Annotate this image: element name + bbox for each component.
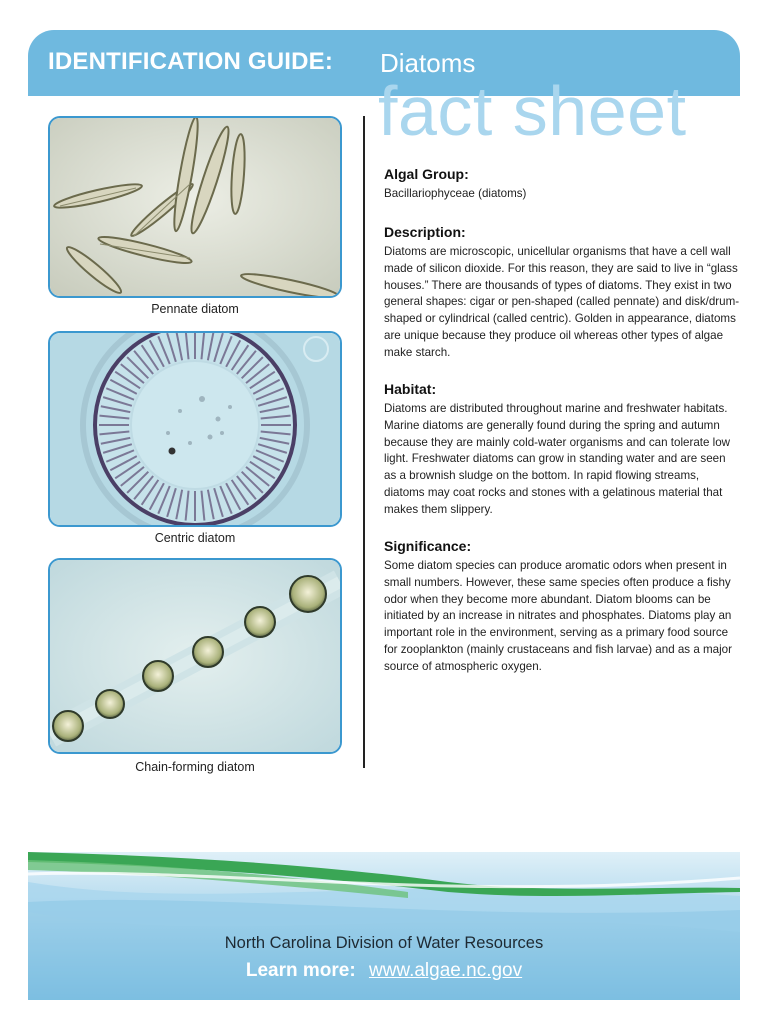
centric-caption: Centric diatom	[154, 531, 236, 545]
algal-group-section	[384, 166, 740, 203]
description-heading: Description:	[384, 224, 466, 240]
column-divider	[363, 116, 365, 768]
significance-text: Some diatom species can produce aromatic odors when present in small numbers. However, these same species often produce a fishy odor when they become more abundant. Diatom blooms can be initiated by an increase in nitrates and phosphates. Diatoms play an important role in the environment, serving as a primary food source for zooplankton (mainly crustaceans and fish larvae) and as a major source of atmospheric oxygen.	[384, 559, 732, 673]
centric-diatom-photo	[48, 331, 342, 527]
description-section	[384, 224, 740, 362]
header-title: Diatoms	[380, 48, 476, 78]
habitat-text: Diatoms are distributed throughout marine and freshwater habitats. Marine diatoms are generally found during the spring and autumn because they are mainly cold-water organisms and can tolerate low light. Freshwater diatoms can grow in standing water and are seen as a brownish sludge on the bottom. In rapid flowing streams, diatoms may coat rocks and stones with a gelatinous material that makes them slippery.	[384, 402, 731, 516]
habitat-section	[384, 381, 740, 519]
pennate-diatom-photo	[48, 116, 342, 298]
website-link[interactable]: www.algae.nc.gov	[368, 960, 523, 981]
header-label: IDENTIFICATION GUIDE:	[48, 48, 334, 75]
footer-banner	[28, 852, 740, 1000]
significance-section	[384, 538, 740, 676]
algal-group-heading: Algal Group:	[384, 166, 469, 182]
habitat-heading: Habitat:	[384, 381, 437, 397]
algal-group-text: Bacillariophyceae (diatoms)	[384, 187, 527, 200]
chain-caption: Chain-forming diatom	[135, 760, 255, 774]
chain-diatom-photo	[48, 558, 342, 754]
footer-organization: North Carolina Division of Water Resources	[224, 934, 544, 952]
pennate-caption: Pennate diatom	[151, 302, 239, 316]
learn-more-label: Learn more:	[245, 960, 356, 981]
description-text: Diatoms are microscopic, unicellular organisms that have a cell wall made of silicon dioxide. For this reason, they are said to live in “glass houses.” There are thousands of types of diatoms. They exist in two general shapes: cigar or pen-shaped (called pennate) and disk/drum-shaped or cylindrical (called centric). Golden in appearance, diatoms are unique because they produce oil whereas other types of algae make starch.	[384, 245, 740, 359]
significance-heading: Significance:	[384, 538, 472, 554]
fact-sheet-title: fact sheet	[378, 72, 687, 150]
footer-learn-more	[28, 960, 740, 982]
